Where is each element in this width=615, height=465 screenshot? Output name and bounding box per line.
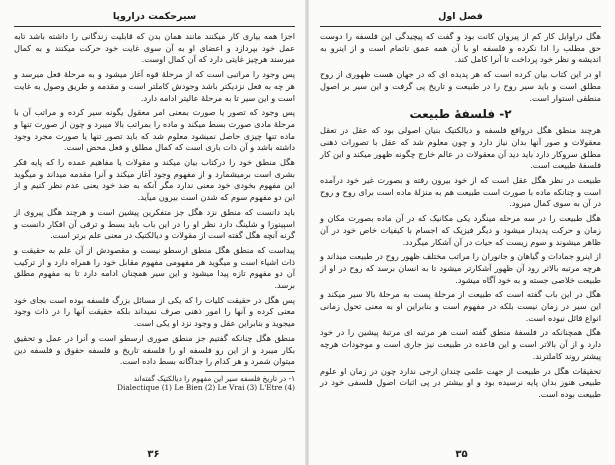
right-running-title: فصل اول — [438, 11, 483, 22]
right-paragraph-6: از اینرو جمادات و گیاهان و جانوران را مراتب مختلف ظهور روح در طبیعت میداند و هرچه مرتبه بالاتر رود آن ظهور آشکارتر میشود تا به انسان برسد که روح در او از طبیعت خلاصی جسته و به خود آگاه میشود. — [320, 251, 601, 285]
left-paragraph-3: پس وجود که تصور یا صورت بمعنی امر معقول یگونه سیر کرده و مراتب آن با مرحلهٔ مادی صورت بسط میکند و ماده را بمراتب بالا میبرد و چون از صورت تنها و ماده تنها چیزی حاصل نمیشود معلوم شد که باید تصور تنها یا صورت مجرد وجود داشته باشد و آن ذات باری است که کمال مطلق و فعل محض است. — [14, 107, 295, 153]
right-page — [308, 0, 615, 465]
left-page-header — [14, 10, 295, 27]
right-page-header — [320, 10, 601, 27]
right-page-number: ۳۵ — [455, 449, 468, 460]
right-page-body — [320, 31, 601, 401]
footnote-divider — [205, 371, 295, 372]
left-page — [0, 0, 307, 465]
left-paragraph-6: پیداست که منطق هگل منطق ارسطو نیست و مقصودش از آن علم به حقیقت و ذات اشیاء است و میگوید هر مفهومی مفهوم مقابل خود را همراه دارد و از ترکیب آن دو مفهوم تازه پیدا میشود و این سیر همچنان ادامه دارد تا به مفهوم مطلق برسد. — [14, 244, 295, 291]
right-paragraph-4: طبیعت در نظر هگل عقل است که از خود بیرون رفته و بصورت غیر خود درآمده است و چنانکه ماده با صورت است طبیعت هم به منزلهٔ ماده است برای روح و روح در آن به سوی کمال میرود. — [320, 175, 601, 209]
left-paragraph-4: هگل منطق خود را درکتاب بیان میکند و مقولات یا مفاهیم عمده را که پایه فکر بشری است برمیشمارد و از مفهوم وجود آغاز میکند و آنرا مقدمه میداند و میگوید این مفهوم بخودی خود معنی ندارد مگر آنکه به ضد خود یعنی عدم نظر کنیم و از این دو مفهوم سوم که شدن است بیرون میآید. — [14, 157, 295, 203]
left-paragraph-2: پس وجود را مراتبی است که از مرحلهٔ قوه آغاز میشود و به مرحلهٔ فعل میرسد و هر چه به فعل نزدیکتر باشد وجودش کاملتر است و مقدمه و طریق وصول به غایت است و این سیر تا به مرحلهٔ عالیتر ادامه دارد. — [14, 69, 295, 103]
right-paragraph-7: هگل در این باب گفته است که طبیعت از مرحلهٔ پست به مرحلهٔ بالا سیر میکند و این سیر در زمان نیست بلکه در مفهوم است و بنابراین او به معنی تحول زمانی انواع قائل نبوده است. — [320, 289, 601, 323]
footnote-latin: Dialectique (1) Le Bien (2) Le Vrai (3) L'Etre (4) — [117, 382, 295, 392]
right-paragraph-9: تحقیقات هگل در طبیعت از جهت علمی چندان ارجی ندارد چون در زمان او علوم طبیعی هنوز بدان پایه نرسیده بود و او بیشتر در پی اثبات اصول فلسفی خود در طبیعت بوده است. — [320, 365, 601, 399]
right-paragraph-2: او در این کتاب بیان کرده است که هر پدیده ای که در جهان هست ظهوری از روح مطلق است و باید سیر روح را در طبیعت و تاریخ پی گرفت و این سیر بر اصول منطقی استوار است. — [320, 69, 601, 103]
left-paragraph-7: پس هگل در حقیقت کلیات را که یکی از مسائل بزرگ فلسفه بوده است بجای خود معنی کرده و آنها را امور ذهنی صرف نمیداند بلکه حقیقت آنها را در ذات وجود میجوید و بنابراین عقل و وجود نزد او یکی است. — [14, 294, 295, 329]
left-paragraph-8: منطق هگل چنانکه گفتیم جز منطق صوری ارسطو است و آنرا در عمل و تحقیق بکار میبرد و از این رو فلسفه او را فلسفه تاریخ و فلسفه حقوق و فلسفه دین میتوان شمرد و هر کدام را جداگانه بسط داده است. — [14, 332, 295, 367]
left-page-number: ۳۶ — [147, 449, 160, 460]
right-paragraph-8: هگل همچنانکه در فلسفهٔ منطق گفته است هر مرتبه ای مرتبهٔ پیشین را در خود دارد و از آن بالاتر است و این قاعده در طبیعت نیز جاری است و موجودات هرچه پیشتر روند کاملترند. — [320, 327, 601, 361]
left-paragraph-1: اجزا همه بیاری کار میکنند مانند همان بدن که قابلیت زندگانی را داشته باشد تابه عمل خود بپردازد و اعضای او به آن سوی غایت خود حرکت میکنند و به کمال میرسند هرچیز غایتی دارد که آن کمال اوست. — [14, 31, 295, 65]
footnote-persian: ۱- در تاریخ فلسفه سیر این مفهوم را دیالکتیک گفته‌اند — [133, 373, 295, 383]
section-heading: ۲- فلسفهٔ طبیعت — [409, 107, 512, 122]
right-paragraph-5: هگل طبیعت را در سه مرحله مینگرد یکی مکانیک که در آن ماده بصورت مکان و زمان و حرکت پدیدار میشود و دیگر فیزیک که اجسام با کیفیات خاص خود در آن ظاهر میشوند و سوم زیست که حیات در آن آشکار میگردد. — [320, 213, 601, 247]
left-running-title: سیرحکمت دراروپا — [112, 11, 197, 22]
left-paragraph-5: باید دانست که منطق نزد هگل جز متفکرین پیشین است و هرچند هگل پیروی از اسپینوزا و شلینگ دارد نظر او را در این باب باید بسط و ترقی آن افکار دانست و گرنه آنچه هگل گفته است از مقولات و دیالکتیک در معنی علم برتر است. — [14, 206, 295, 241]
right-paragraph-1: هگل دراوایل کار کم از پیروان کانت بود و گفت که پیچیدگی این فلسفه را دوست حق مطلب را ادا نکرده و فلسفه او با آن همه عمق ناتمام است و از اینرو به اندیشه و نظر خود پرداخت تا آنرا کامل کند. — [320, 31, 601, 65]
right-paragraph-3: هرچند منطق هگل درواقع فلسفه و دیالکتیک بنیان اصولی بود که عقل در تعقل معقولات و صور آنها بدان نیاز دارد و چون معلوم شد که عقل با تصورات ذهنی مطلق سروکار دارد باید دید آن معقولات در عالم خارج چگونه ظهور میکند و این کار فلسفهٔ طبیعت است. — [320, 125, 601, 171]
left-page-body — [14, 31, 295, 368]
